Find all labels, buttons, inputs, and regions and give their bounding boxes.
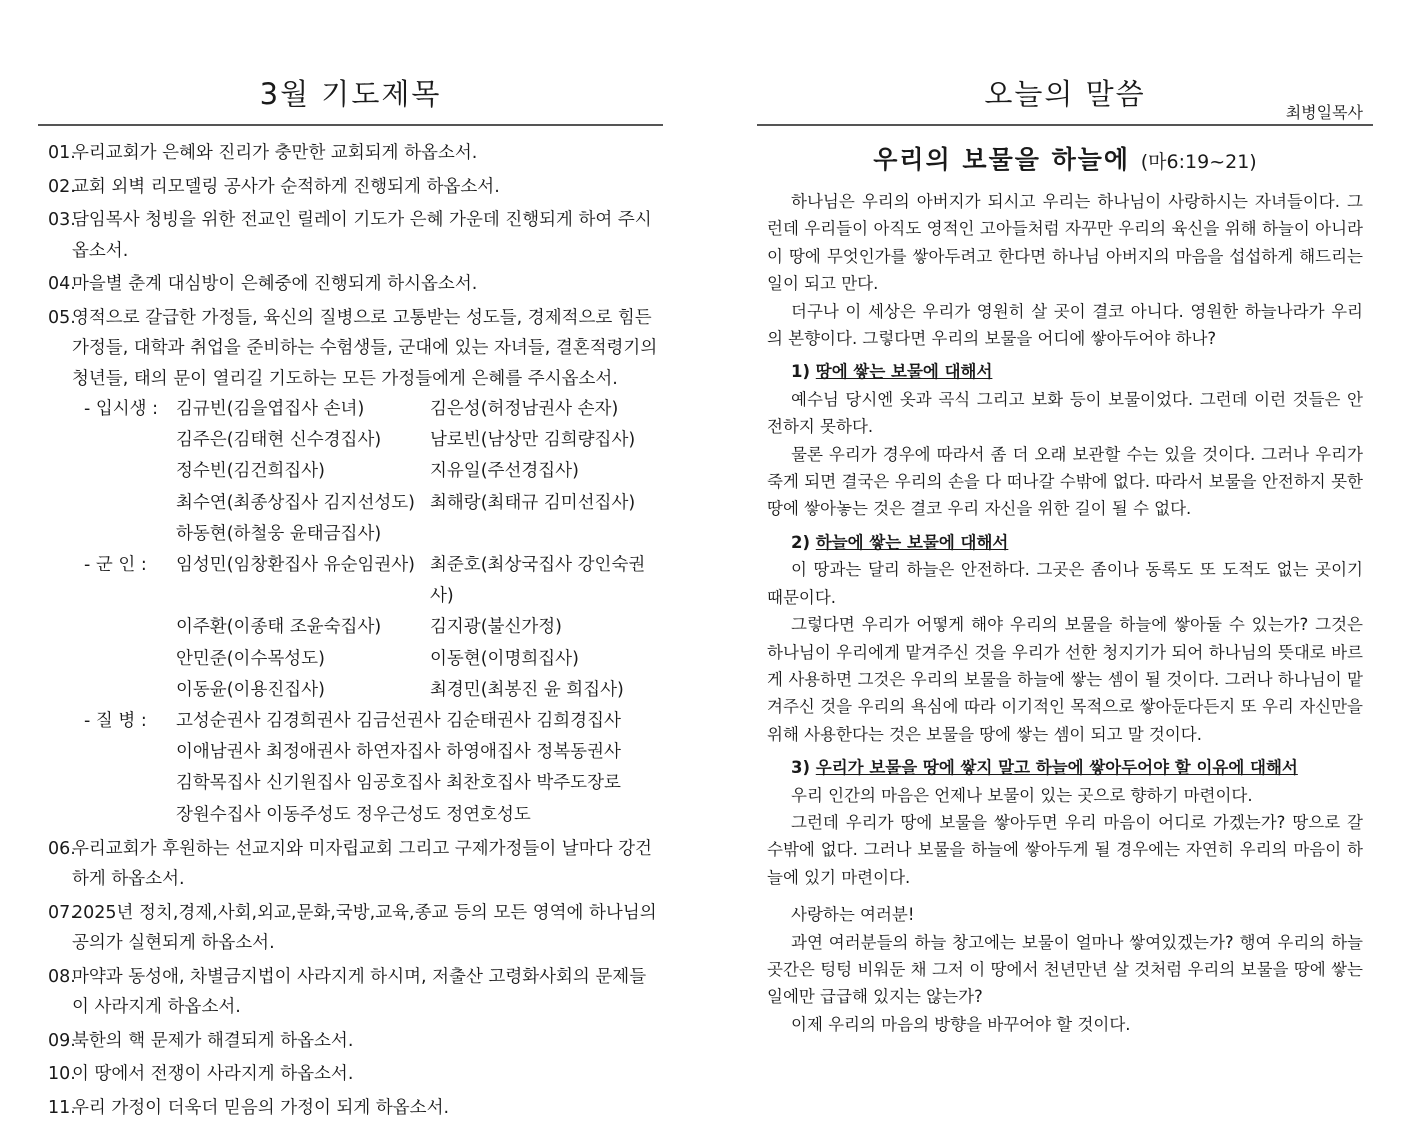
- sick-names: [176, 706, 663, 831]
- paragraph: 물론 우리가 경우에 따라서 좀 더 오래 보관할 수는 있을 것이다. 그러나 우리가 죽게 되면 결국은 우리의 손을 다 떠나갈 수밖에 없다. 따라서 보물을 안전하지 못한 땅에 쌓아놓는 것은 결코 우리 자신을 위한 길이 될 수 없다.: [767, 444, 1363, 519]
- paragraph: 과연 여러분들의 하늘 창고에는 보물이 얼마나 쌓여있겠는가? 행여 우리의 하늘 곳간은 텅텅 비워둔 채 그저 이 땅에서 천년만년 살 것처럼 우리의 보물을 땅에 쌓는 일에만 급급해 있지는 않는가?: [767, 932, 1363, 1007]
- soldiers-group: [48, 550, 663, 706]
- sick-line: 김학목집사 신기원집사 임공호집사 최찬호집사 박주도장로: [176, 773, 621, 794]
- paragraph: 이제 우리의 마음의 방향을 바꾸어야 할 것이다.: [791, 1014, 1131, 1034]
- prayer-item: 11.우리 가정이 더욱더 믿음의 가정이 되게 하옵소서.: [48, 1097, 450, 1118]
- sermon-section-title: 오늘의 말씀: [984, 77, 1146, 111]
- name-entry: 이동윤(이용진집사): [176, 679, 325, 700]
- sick-line: 고성순권사 김경희권사 김금선권사 김순태권사 김희경집사: [176, 711, 621, 732]
- name-entry: 최경민(최봉진 윤 희집사): [430, 679, 624, 700]
- sermon-divider: [757, 124, 1373, 126]
- name-entry: 최해랑(최태규 김미선집사): [430, 492, 636, 513]
- prayer-item: 07.2025년 정치,경제,사회,외교,문화,국방,교육,종교 등의 모든 영역에 하나님의 공의가 실현되게 하옵소서.: [48, 902, 657, 954]
- name-entry: 최준호(최상국집사 강인숙권사): [430, 555, 646, 607]
- sermon-title-text: 우리의 보물을 하늘에: [873, 145, 1131, 174]
- sick-label: - 질 병 :: [84, 711, 147, 732]
- students-names: [176, 394, 663, 550]
- author-name: 최병일목사: [1285, 103, 1363, 122]
- prayer-list: [48, 138, 663, 1126]
- paragraph: 우리 인간의 마음은 언제나 보물이 있는 곳으로 향하기 마련이다.: [791, 785, 1253, 805]
- paragraph: 이 땅과는 달리 하늘은 안전하다. 그곳은 좀이나 동록도 또 도적도 없는 곳이기 때문이다.: [767, 560, 1363, 607]
- paragraph: 더구나 이 세상은 우리가 영원히 살 곳이 결코 아니다. 영원한 하늘나라가 우리의 본향이다. 그렇다면 우리의 보물을 어디에 쌓아두어야 하나?: [767, 301, 1363, 349]
- section-heading-1: 1) 땅에 쌓는 보물에 대해서: [791, 362, 993, 382]
- name-entry: 남로빈(남상만 김희량집사): [430, 430, 636, 451]
- paragraph: 하나님은 우리의 아버지가 되시고 우리는 하나님이 사랑하시는 자녀들이다. 그런데 우리들이 아직도 영적인 고아들처럼 자꾸만 우리의 육신을 위해 하늘이 아니라 이 땅에 무엇인가를 쌓아두려고 한다면 하나님 아버지의 마음을 섭섭하게 해드리는 일이 되고 만다.: [767, 192, 1363, 294]
- section-heading-3: 3) 우리가 보물을 땅에 쌓지 말고 하늘에 쌓아두어야 할 이유에 대해서: [791, 758, 1298, 778]
- name-entry: 정수빈(김건희집사): [176, 461, 325, 482]
- prayer-item: 08.마약과 동성애, 차별금지법이 사라지게 하시며, 저출산 고령화사회의 문제들이 사라지게 하옵소서.: [48, 966, 647, 1018]
- sick-group: [48, 706, 663, 831]
- prayer-item: 02.교회 외벽 리모델링 공사가 순적하게 진행되게 하옵소서.: [48, 176, 500, 197]
- students-label: - 입시생 :: [84, 399, 159, 419]
- sermon-title: [757, 140, 1373, 176]
- sermon-column: [757, 0, 1373, 1145]
- sermon-body: [767, 188, 1363, 1038]
- name-entry: 임성민(임창환집사 유순임권사): [176, 555, 415, 576]
- name-entry: 이동현(이명희집사): [430, 648, 579, 669]
- prayer-title: 3월 기도제목: [259, 77, 442, 111]
- name-entry: 지유일(주선경집사): [430, 461, 579, 482]
- paragraph: 예수님 당시엔 옷과 곡식 그리고 보화 등이 보물이었다. 그런데 이런 것들은 안전하지 못하다.: [767, 389, 1363, 437]
- name-entry: 이주환(이종태 조윤숙집사): [176, 617, 382, 638]
- section-heading-2: 2) 하늘에 쌓는 보물에 대해서: [791, 532, 1009, 552]
- students-group: [48, 394, 663, 550]
- scripture-reference: (마6:19~21): [1140, 151, 1257, 173]
- name-entry: 김규빈(김을엽집사 손녀): [176, 399, 365, 419]
- spacer: [767, 891, 1363, 901]
- name-entry: 김은성(허정남권사 손자): [430, 399, 619, 419]
- prayer-item: 03.담임목사 청빙을 위한 전교인 릴레이 기도가 은혜 가운데 진행되게 하여 주시옵소서.: [48, 210, 652, 261]
- name-entry: 최수연(최종상집사 김지선성도): [176, 492, 415, 513]
- soldiers-label: - 군 인 :: [84, 555, 147, 576]
- name-entry: 안민준(이수목성도): [176, 648, 325, 669]
- name-entry: 김주은(김태현 신수경집사): [176, 430, 382, 451]
- prayer-item: 10.이 땅에서 전쟁이 사라지게 하옵소서.: [48, 1064, 354, 1085]
- prayer-divider: [38, 124, 663, 126]
- paragraph: 그렇다면 우리가 어떻게 해야 우리의 보물을 하늘에 쌓아둘 수 있는가? 그것은 하나님이 우리에게 맡겨주신 것을 우리가 선한 청지기가 되어 하나님의 뜻대로 바르게 사용하면 그것은 우리의 보물을 하늘에 쌓는 셈이 될 것이다. 그러나 하나님이 맡겨주신 것을 우리의 욕심에 따라 이기적인 목적으로 쌓아둔다든지 또 우리 자신만을 위해 사용한다는 것은 보물을 땅에 쌓는 셈이 되고 말 것이다.: [767, 615, 1363, 744]
- prayer-item: 01.우리교회가 은혜와 진리가 충만한 교회되게 하옵소서.: [48, 143, 478, 163]
- prayer-item: 09.북한의 핵 문제가 해결되게 하옵소서.: [48, 1030, 354, 1051]
- prayer-item: 06.우리교회가 후원하는 선교지와 미자립교회 그리고 구제가정들이 날마다 강건하게 하옵소서.: [48, 838, 652, 890]
- prayer-item: 05.영적으로 갈급한 가정들, 육신의 질병으로 고통받는 성도들, 경제적으로 힘든 가정들, 대학과 취업을 준비하는 수험생들, 군대에 있는 자녀들, 결혼적령기의 청년들, 태의 문이 열리길 기도하는 모든 가정들에게 은혜를 주시옵소서.: [48, 307, 658, 389]
- sick-line: 이애남권사 최정애권사 하연자집사 하영애집사 정복동권사: [176, 742, 621, 763]
- name-entry: 김지광(불신가정): [430, 617, 562, 638]
- soldiers-names: [176, 550, 663, 706]
- sick-line: 장원수집사 이동주성도 정우근성도 정연호성도: [176, 804, 531, 825]
- prayer-column: [38, 0, 663, 1145]
- paragraph: 사랑하는 여러분!: [791, 905, 915, 925]
- paragraph: 그런데 우리가 땅에 보물을 쌓아두면 우리 마음이 어디로 가겠는가? 땅으로 갈 수밖에 없다. 그러나 보물을 하늘에 쌓아두게 될 경우에는 자연히 우리의 마음이 하늘에 있기 마련이다.: [767, 812, 1363, 887]
- name-entry: 하동현(하철웅 윤태금집사): [176, 523, 382, 544]
- prayer-item: 04.마을별 춘계 대심방이 은혜중에 진행되게 하시옵소서.: [48, 274, 478, 294]
